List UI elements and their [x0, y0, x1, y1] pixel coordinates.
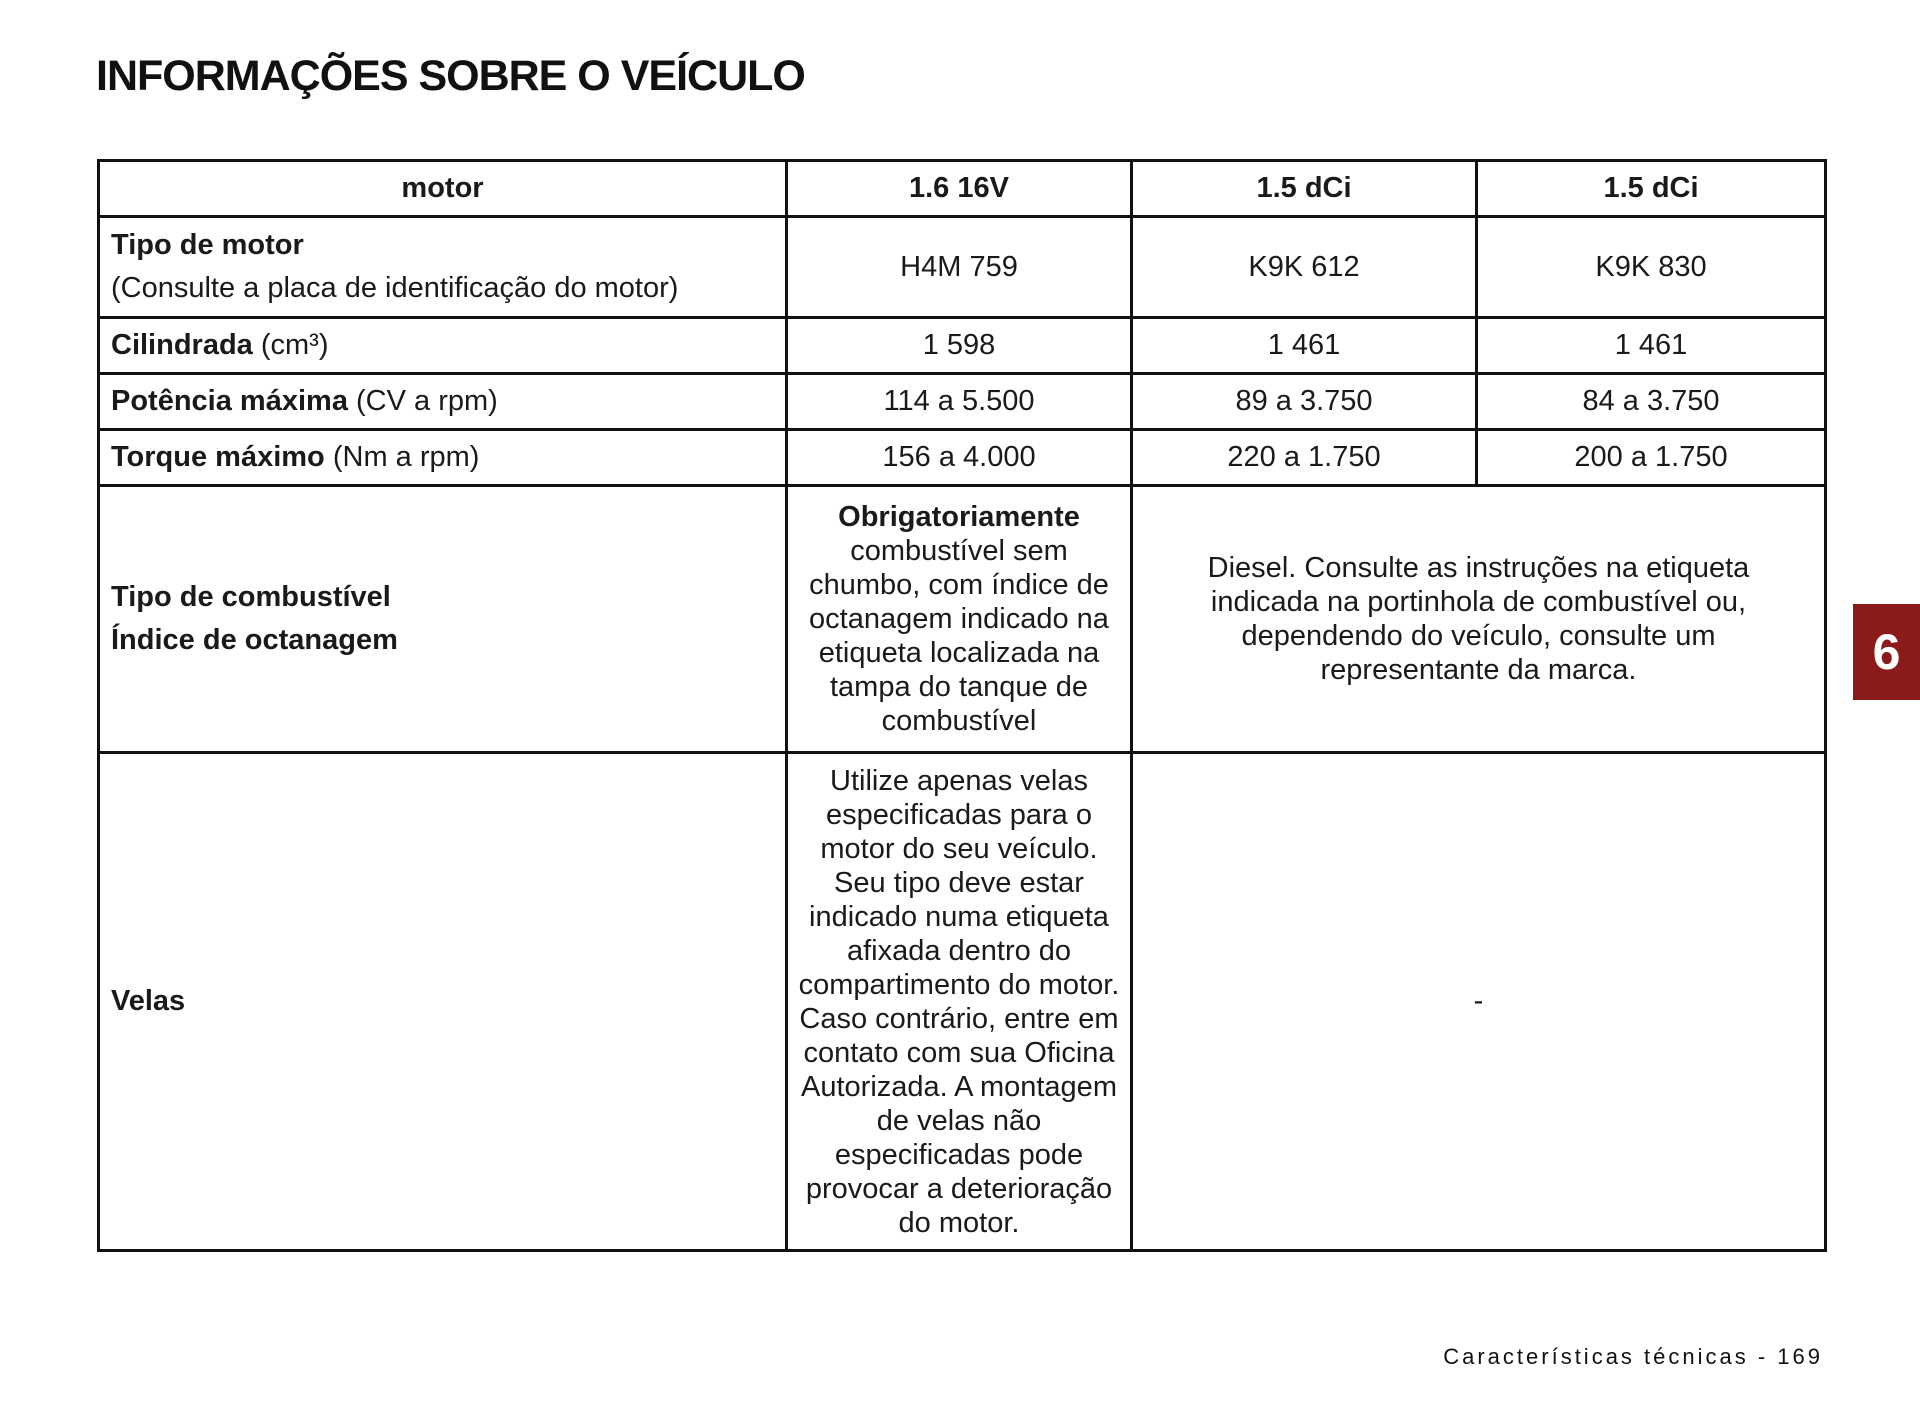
- max-torque-label: Torque máximo: [111, 441, 325, 473]
- max-torque-unit: (Nm a rpm): [324, 441, 480, 473]
- header-engine-1: 1.6 16V: [787, 161, 1132, 217]
- fuel-diesel-cell: Diesel. Consulte as instruções na etiqueta indicada na portinhola de combustível ou, dependendo do veículo, consulte um representante da marca.: [1132, 486, 1826, 753]
- table-header-row: [99, 161, 1826, 217]
- octane-label: Índice de octanagem: [111, 624, 398, 656]
- table-row-engine-type: [99, 217, 1826, 318]
- table-cell: 1 598: [787, 318, 1132, 374]
- table-cell: 156 a 4.000: [787, 430, 1132, 486]
- row-label-max-torque: [99, 430, 787, 486]
- engine-type-sublabel: (Consulte a placa de identificação do motor): [111, 272, 679, 304]
- page-title: INFORMAÇÕES SOBRE O VEÍCULO: [96, 52, 805, 100]
- header-motor: motor: [99, 161, 787, 217]
- table-cell: 1 461: [1132, 318, 1477, 374]
- engine-spec-table: [97, 159, 1827, 1252]
- table-row-fuel: [99, 486, 1826, 753]
- table-cell: 200 a 1.750: [1477, 430, 1826, 486]
- fuel-gasoline-cell: [787, 486, 1132, 753]
- table-row-spark-plugs: [99, 753, 1826, 1251]
- spark-plugs-label: Velas: [111, 985, 186, 1017]
- table-cell: 220 a 1.750: [1132, 430, 1477, 486]
- row-label-displacement: [99, 318, 787, 374]
- fuel-gasoline-bold: Obrigatoriamente: [838, 501, 1080, 533]
- table-row-displacement: [99, 318, 1826, 374]
- table-row-max-torque: [99, 430, 1826, 486]
- row-label-engine-type: [99, 217, 787, 318]
- row-label-max-power: [99, 374, 787, 430]
- row-label-fuel: [99, 486, 787, 753]
- header-engine-3: 1.5 dCi: [1477, 161, 1826, 217]
- fuel-gasoline-text: combustível sem chumbo, com índice de octanagem indicado na etiqueta localizada na tampa do tanque de combustível: [809, 535, 1109, 737]
- table-row-max-power: [99, 374, 1826, 430]
- table-cell: 1 461: [1477, 318, 1826, 374]
- header-engine-2: 1.5 dCi: [1132, 161, 1477, 217]
- max-power-label: Potência máxima: [111, 385, 348, 417]
- spark-plugs-diesel-cell: -: [1132, 753, 1826, 1251]
- page-footer: Características técnicas - 169: [1443, 1344, 1823, 1369]
- table-cell: H4M 759: [787, 217, 1132, 318]
- max-power-unit: (CV a rpm): [347, 385, 498, 417]
- displacement-unit: (cm³): [252, 329, 329, 361]
- table-cell: K9K 830: [1477, 217, 1826, 318]
- displacement-label: Cilindrada: [111, 329, 253, 361]
- table-cell: 89 a 3.750: [1132, 374, 1477, 430]
- spark-plugs-gasoline-cell: Utilize apenas velas especificadas para o motor do seu veículo. Seu tipo deve estar indicado numa etiqueta afixada dentro do compartimento do motor. Caso contrário, entre em contato com sua Oficina Autorizada. A montagem de velas não especificadas pode provocar a deterioração do motor.: [787, 753, 1132, 1251]
- table-cell: 114 a 5.500: [787, 374, 1132, 430]
- table-cell: 84 a 3.750: [1477, 374, 1826, 430]
- fuel-type-label: Tipo de combustível: [111, 581, 391, 613]
- table-cell: K9K 612: [1132, 217, 1477, 318]
- row-label-spark-plugs: [99, 753, 787, 1251]
- engine-type-label: Tipo de motor: [111, 229, 304, 261]
- chapter-tab[interactable]: 6: [1853, 604, 1920, 700]
